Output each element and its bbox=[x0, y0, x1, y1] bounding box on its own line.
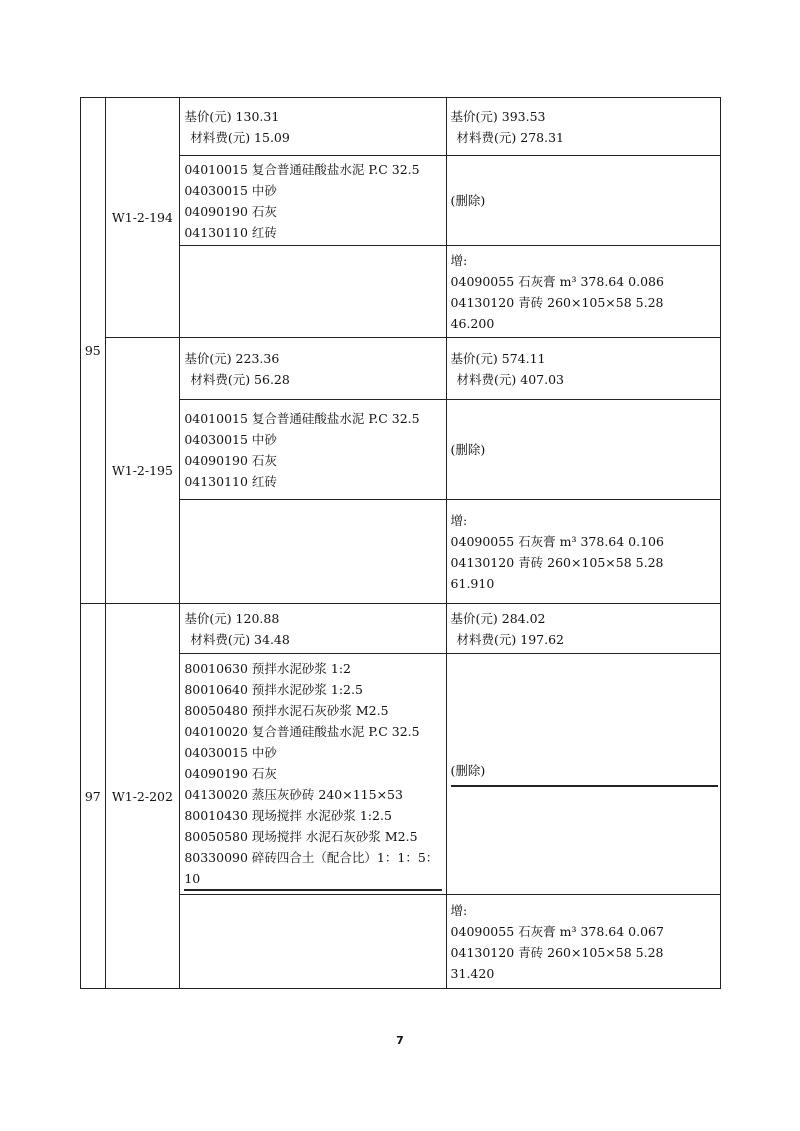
empty-cell bbox=[180, 500, 446, 604]
removed-note-cell bbox=[446, 156, 720, 246]
new-price-cell bbox=[446, 98, 720, 156]
material-line: 04010015 复合普通硅酸盐水泥 P.C 32.5 bbox=[184, 161, 420, 177]
added-material-line: 04090055 石灰膏 m³ 378.64 0.067 bbox=[450, 923, 664, 939]
material-line: 80050580 现场搅拌 水泥石灰砂浆 M2.5 bbox=[184, 828, 418, 844]
added-materials-cell bbox=[446, 246, 720, 338]
item-number: 95 bbox=[81, 98, 106, 604]
added-material-line: 04130120 青砖 260×105×58 5.28 bbox=[450, 944, 664, 960]
added-material-line: 61.910 bbox=[450, 575, 495, 591]
original-price-cell bbox=[180, 98, 446, 156]
original-material-cost: 材料费(元) 15.09 bbox=[190, 129, 290, 145]
material-line: 80050480 预拌水泥石灰砂浆 M2.5 bbox=[184, 702, 389, 718]
price-row bbox=[81, 98, 721, 156]
material-line: 80330090 碎砖四合土（配合比）1：1：5： bbox=[184, 849, 439, 865]
material-line: 80010430 现场搅拌 水泥砂浆 1:2.5 bbox=[184, 807, 392, 823]
original-base-price: 基价(元) 223.36 bbox=[184, 350, 280, 366]
material-line: 10 bbox=[184, 868, 441, 891]
material-line: 04130020 蒸压灰砂砖 240×115×53 bbox=[184, 786, 403, 802]
original-material-cost: 材料费(元) 34.48 bbox=[190, 631, 290, 647]
material-line: 04030015 中砂 bbox=[184, 182, 277, 198]
material-adjustment-table bbox=[80, 97, 721, 989]
new-base-price: 基价(元) 393.53 bbox=[450, 108, 546, 124]
new-price-cell bbox=[446, 338, 720, 400]
new-material-cost: 材料费(元) 278.31 bbox=[456, 129, 565, 145]
original-materials-cell bbox=[180, 156, 446, 246]
material-line: 04030015 中砂 bbox=[184, 744, 277, 760]
new-material-cost: 材料费(元) 197.62 bbox=[456, 631, 565, 647]
removed-note-cell bbox=[446, 654, 720, 895]
new-base-price: 基价(元) 574.11 bbox=[450, 350, 546, 366]
new-material-cost: 材料费(元) 407.03 bbox=[456, 371, 565, 387]
added-materials-cell bbox=[446, 895, 720, 989]
original-base-price: 基价(元) 130.31 bbox=[184, 108, 280, 124]
new-base-price: 基价(元) 284.02 bbox=[450, 610, 546, 626]
added-material-line: 31.420 bbox=[450, 965, 495, 981]
empty-cell bbox=[180, 895, 446, 989]
original-base-price: 基价(元) 120.88 bbox=[184, 610, 280, 626]
removed-note: (删除) bbox=[450, 193, 486, 208]
quota-code: W1-2-202 bbox=[105, 604, 180, 989]
price-row bbox=[81, 604, 721, 654]
material-line: 04030015 中砂 bbox=[184, 431, 277, 447]
original-materials-cell bbox=[180, 654, 446, 895]
item-number: 97 bbox=[81, 604, 106, 989]
added-label: 增: bbox=[450, 252, 468, 268]
material-line: 04090190 石灰 bbox=[184, 765, 277, 781]
added-label: 增: bbox=[450, 902, 468, 918]
empty-cell bbox=[180, 246, 446, 338]
added-material-line: 04090055 石灰膏 m³ 378.64 0.086 bbox=[450, 273, 664, 289]
material-line: 80010640 预拌水泥砂浆 1:2.5 bbox=[184, 681, 363, 697]
new-price-cell bbox=[446, 604, 720, 654]
material-line: 04090190 石灰 bbox=[184, 203, 277, 219]
removed-note: (删除) bbox=[450, 763, 486, 778]
added-label: 增: bbox=[450, 512, 468, 528]
underline bbox=[451, 785, 718, 787]
quota-code: W1-2-195 bbox=[105, 338, 180, 604]
original-material-cost: 材料费(元) 56.28 bbox=[190, 371, 290, 387]
removed-note-cell bbox=[446, 400, 720, 500]
removed-note: (删除) bbox=[450, 442, 486, 457]
quota-code: W1-2-194 bbox=[105, 98, 180, 338]
added-material-line: 46.200 bbox=[450, 315, 495, 331]
original-price-cell bbox=[180, 604, 446, 654]
material-line: 04130110 红砖 bbox=[184, 473, 277, 489]
page-number: 7 bbox=[396, 1034, 404, 1047]
original-price-cell bbox=[180, 338, 446, 400]
price-row bbox=[81, 338, 721, 400]
material-line: 04090190 石灰 bbox=[184, 452, 277, 468]
added-material-line: 04130120 青砖 260×105×58 5.28 bbox=[450, 294, 664, 310]
material-line: 80010630 预拌水泥砂浆 1:2 bbox=[184, 660, 351, 676]
added-materials-cell bbox=[446, 500, 720, 604]
added-material-line: 04130120 青砖 260×105×58 5.28 bbox=[450, 554, 664, 570]
added-material-line: 04090055 石灰膏 m³ 378.64 0.106 bbox=[450, 533, 664, 549]
material-line: 04010020 复合普通硅酸盐水泥 P.C 32.5 bbox=[184, 723, 420, 739]
material-line: 04010015 复合普通硅酸盐水泥 P.C 32.5 bbox=[184, 410, 420, 426]
original-materials-cell bbox=[180, 400, 446, 500]
material-line: 04130110 红砖 bbox=[184, 224, 277, 240]
